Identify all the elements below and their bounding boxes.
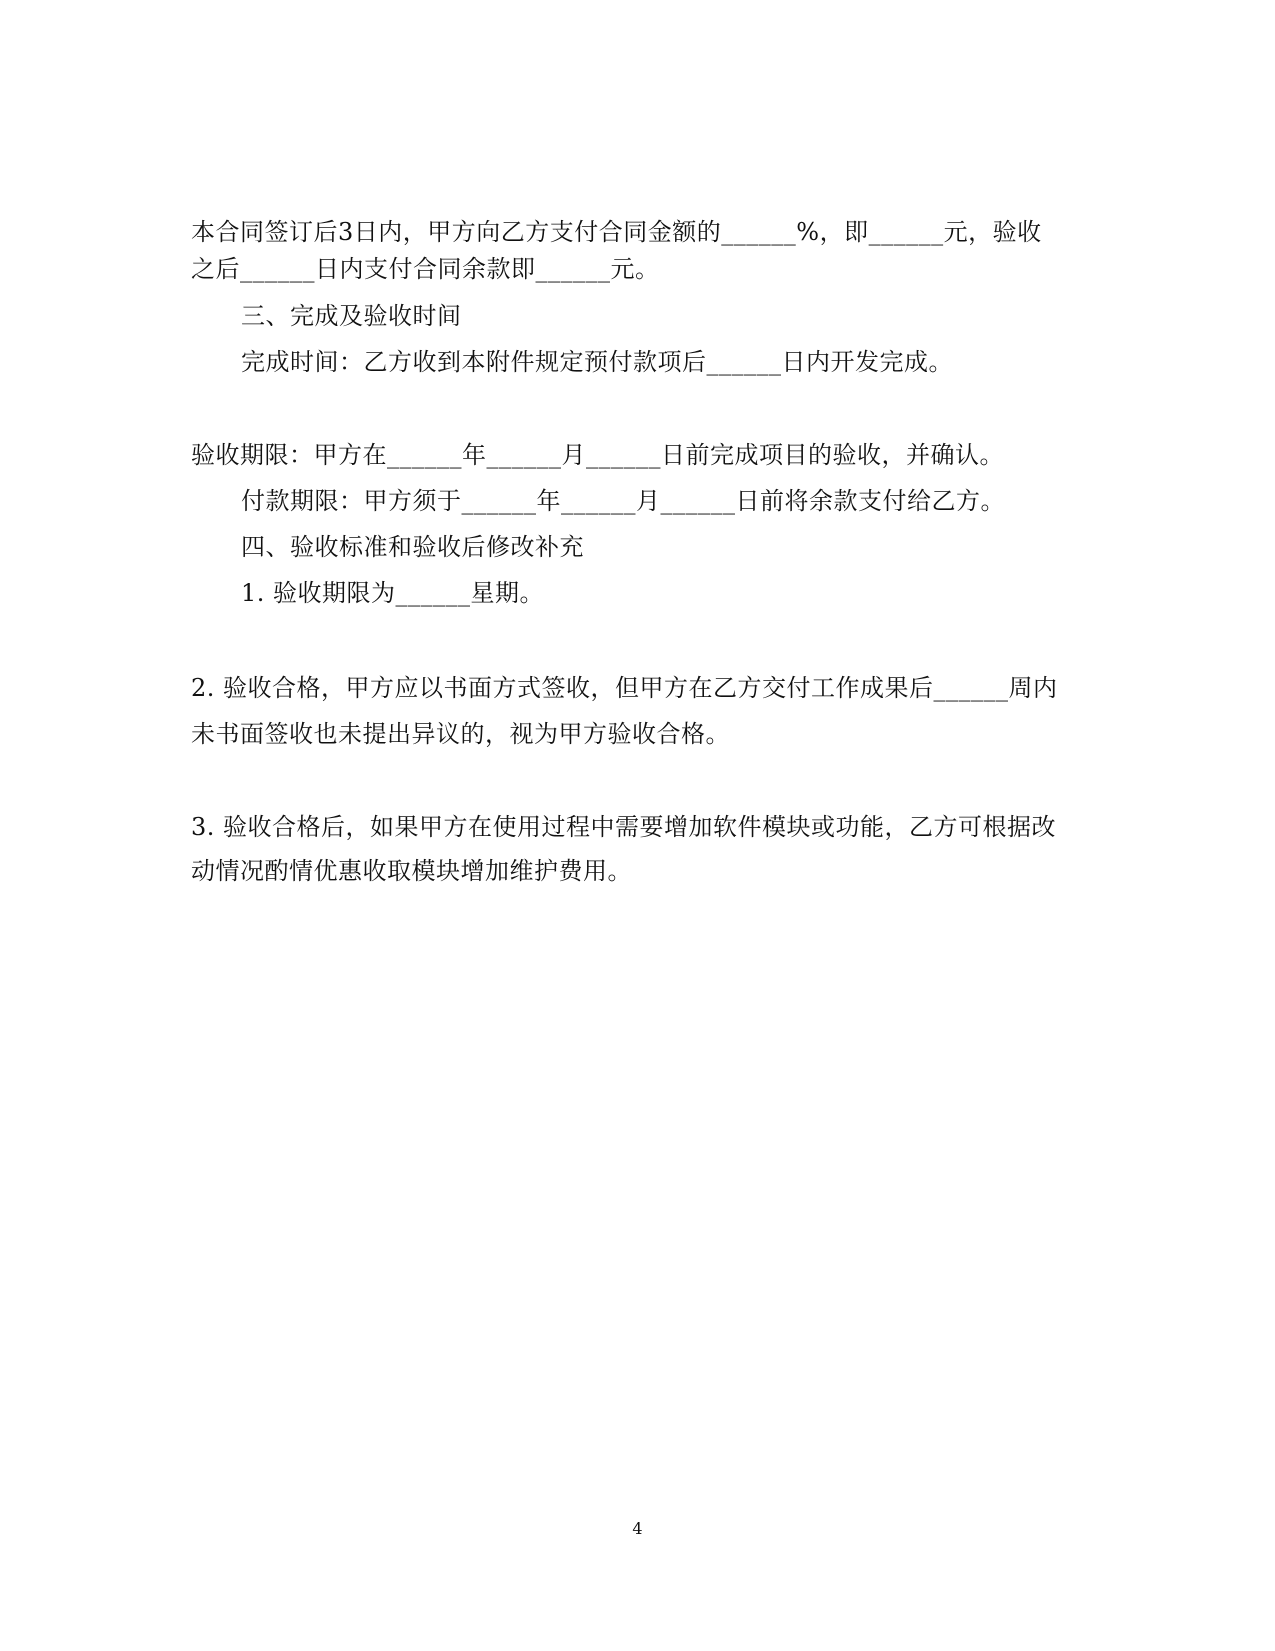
item-1-acceptance-period: 1. 验收期限为______星期。 xyxy=(241,579,545,607)
item-3-line-1: 3. 验收合格后，如果甲方在使用过程中需要增加软件模块或功能，乙方可根据改 xyxy=(191,813,1057,841)
paragraph-payment-terms-line-2: 之后______日内支付合同余款即______元。 xyxy=(191,255,660,283)
item-2-line-2: 未书面签收也未提出异议的，视为甲方验收合格。 xyxy=(191,720,730,748)
acceptance-deadline-text: 验收期限：甲方在______年______月______日前完成项目的验收，并确认。 xyxy=(191,441,1004,469)
payment-deadline-text: 付款期限：甲方须于______年______月______日前将余款支付给乙方。 xyxy=(241,487,1005,515)
page-number: 4 xyxy=(632,1519,643,1538)
paragraph-payment-terms-line-1: 本合同签订后3日内，甲方向乙方支付合同金额的______%，即______元，验收 xyxy=(191,218,1042,246)
section-heading-acceptance-standard: 四、验收标准和验收后修改补充 xyxy=(241,533,584,561)
item-2-line-1: 2. 验收合格，甲方应以书面方式签收，但甲方在乙方交付工作成果后______周内 xyxy=(191,674,1058,702)
item-3-line-2: 动情况酌情优惠收取模块增加维护费用。 xyxy=(191,857,632,885)
completion-time-text: 完成时间：乙方收到本附件规定预付款项后______日内开发完成。 xyxy=(241,348,953,376)
section-heading-completion-time: 三、完成及验收时间 xyxy=(241,302,462,330)
